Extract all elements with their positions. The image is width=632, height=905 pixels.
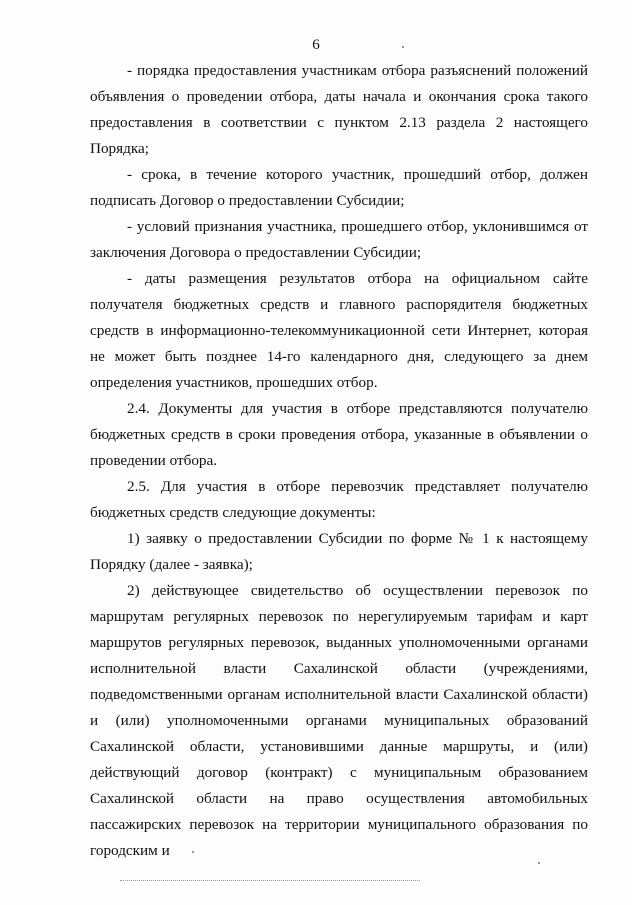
page-number: 6 <box>312 37 320 53</box>
list-item-1: 1) заявку о предоставлении Субсидии по форме № 1 к настоящему Порядку (далее - заявка); <box>90 530 588 573</box>
paragraph-signing-deadline: - срока, в течение которого участник, прошедший отбор, должен подписать Договор о предоставлении Субсидии; <box>90 166 588 209</box>
list-item-2: 2) действующее свидетельство об осуществлении перевозок по маршрутам регулярных перевозок по нерегулируемым тарифам и карт маршрутов регулярных перевозок, выданных уполномоченными органами исполнительной власти Сахалинской области (учреждениями, подведомственными органам исполнительной власти Сахалинской области) и (или) уполномоченными органами муниципальных образований Сахалинской области, установившими данные маршруты, и (или) действующий договор (контракт) с муниципальным образованием Сахалинской области на право осуществления автомобильных пассажирских перевозок на территории муниципального образования по городским и <box>90 582 588 859</box>
scan-edge-line <box>120 880 420 881</box>
document-body <box>90 58 588 864</box>
paragraph-results-publication: - даты размещения результатов отбора на официальном сайте получателя бюджетных средств и главного распорядителя бюджетных средств в информационно-телекоммуникационной сети Интернет, которая не может быть позднее 14-го календарного дня, следующего за днем определения участников, прошедших отбор. <box>90 270 588 391</box>
scan-speck <box>192 851 194 853</box>
paragraph-clarification-procedure: - порядка предоставления участникам отбора разъяснений положений объявления о проведении отбора, даты начала и окончания срока такого предоставления в соответствии с пунктом 2.13 раздела 2 настоящего Порядка; <box>90 62 588 157</box>
scan-speck <box>538 862 540 864</box>
paragraph-2-4: 2.4. Документы для участия в отборе представляются получателю бюджетных средств в сроки проведения отбора, указанные в объявлении о проведении отбора. <box>90 400 588 469</box>
paragraph-evasion-conditions: - условий признания участника, прошедшего отбор, уклонившимся от заключения Договора о предоставлении Субсидии; <box>90 218 588 261</box>
scan-speck <box>402 46 404 48</box>
paragraph-2-5: 2.5. Для участия в отборе перевозчик представляет получателю бюджетных средств следующие документы: <box>90 478 588 521</box>
